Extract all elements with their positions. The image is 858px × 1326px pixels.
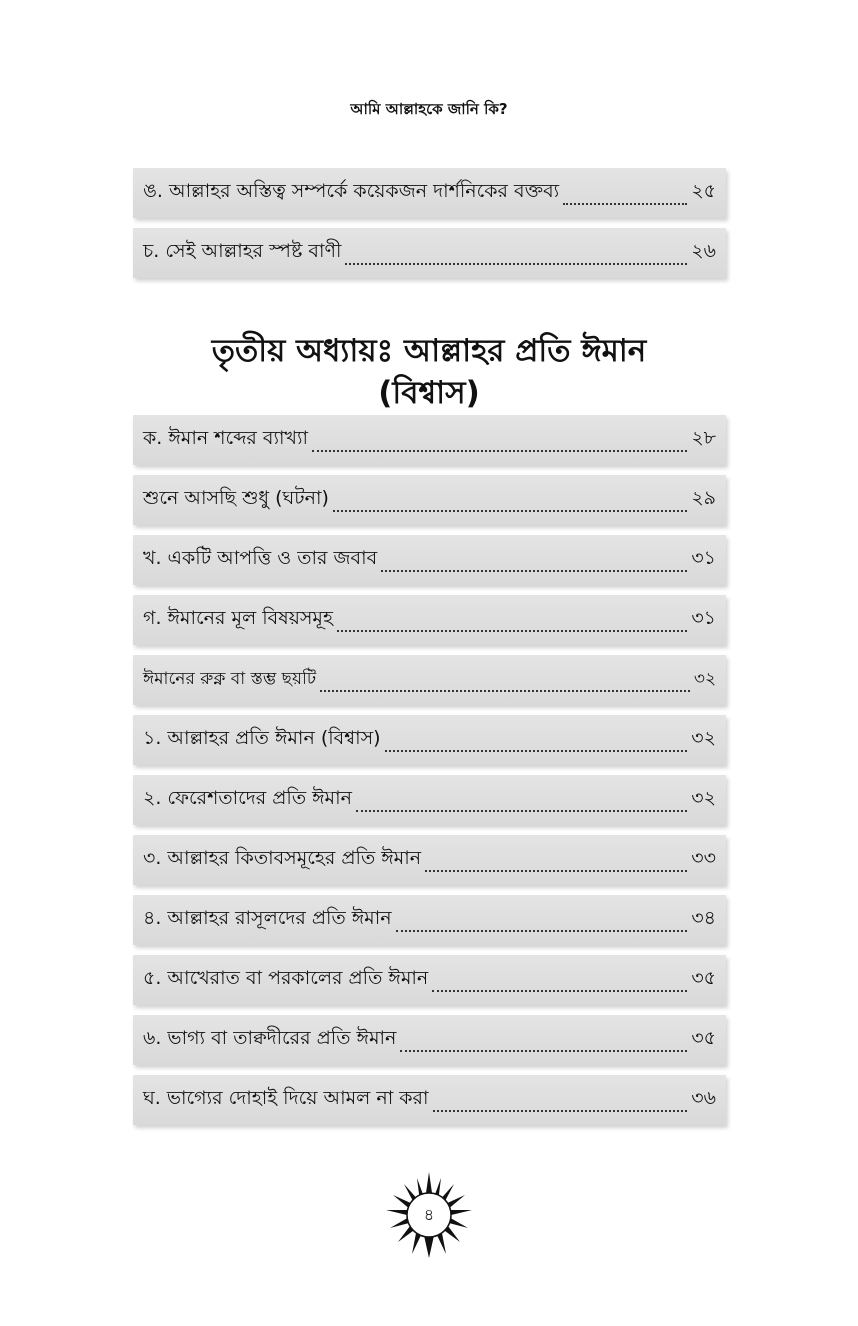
dot-leader — [333, 496, 687, 512]
dot-leader — [400, 1036, 687, 1052]
toc-entry-page: ৩১ — [691, 547, 716, 569]
toc-row[interactable] — [133, 895, 726, 945]
toc-entry-label: খ. একটি আপত্তি ও তার জবাব — [143, 547, 378, 569]
dot-leader — [433, 1096, 688, 1112]
toc-entry-label: ঘ. ভাগ্যের দোহাই দিয়ে আমল না করা — [143, 1087, 429, 1109]
dot-leader — [312, 436, 687, 452]
toc-entry-page: ৩২ — [691, 727, 716, 749]
toc-entry-label: ৫. আখেরাত বা পরকালের প্রতি ঈমান — [143, 967, 429, 989]
toc-entry-label: চ. সেই আল্লাহর স্পষ্ট বাণী — [143, 240, 342, 262]
dot-leader — [356, 796, 687, 812]
toc-row[interactable] — [133, 1015, 726, 1065]
toc-entry-label: ৪. আল্লাহর রাসূলদের প্রতি ঈমান — [143, 907, 392, 929]
page-number-badge — [384, 1170, 474, 1260]
toc-top-list — [133, 168, 726, 288]
dot-leader — [385, 736, 688, 752]
toc-row[interactable] — [133, 228, 726, 278]
toc-row[interactable] — [133, 955, 726, 1005]
dot-leader — [432, 976, 687, 992]
toc-entry-page: ৩১ — [691, 607, 716, 629]
toc-entry-page: ৩৩ — [691, 847, 716, 869]
toc-entry-label: শুনে আসছি শুধু (ঘটনা) — [143, 487, 329, 509]
toc-entry-page: ২৫ — [691, 180, 716, 202]
toc-entry-label: ৬. ভাগ্য বা তাক্বদীরের প্রতি ঈমান — [143, 1027, 397, 1049]
dot-leader — [425, 856, 687, 872]
toc-row[interactable] — [133, 835, 726, 885]
toc-main-list — [133, 415, 726, 1135]
toc-entry-label: ঙ. আল্লাহর অস্তিত্ব সম্পর্কে কয়েকজন দার্শনিকের বক্তব্য — [143, 180, 560, 202]
page-number: ৪ — [423, 1205, 435, 1224]
toc-entry-page: ৩২ — [693, 669, 716, 689]
toc-entry-page: ৩৫ — [691, 967, 716, 989]
dot-leader — [337, 616, 687, 632]
dot-leader — [381, 556, 687, 572]
toc-entry-label: ক. ঈমান শব্দের ব্যাখ্যা — [143, 427, 309, 449]
toc-entry-page: ৩৫ — [691, 1027, 716, 1049]
toc-row[interactable] — [133, 475, 726, 525]
toc-entry-label: গ. ঈমানের মূল বিষয়সমূহ — [143, 607, 333, 629]
toc-entry-label: ২. ফেরেশতাদের প্রতি ঈমান — [143, 787, 352, 809]
toc-row[interactable] — [133, 168, 726, 218]
dot-leader — [396, 916, 688, 932]
toc-row[interactable] — [133, 415, 726, 465]
dot-leader — [563, 189, 687, 205]
toc-entry-page: ২৯ — [691, 487, 716, 509]
toc-entry-page: ৩৬ — [691, 1087, 716, 1109]
toc-row[interactable] — [133, 715, 726, 765]
toc-entry-page: ৩৪ — [691, 907, 716, 929]
toc-entry-page: ২৮ — [691, 427, 716, 449]
toc-entry-page: ২৬ — [691, 240, 716, 262]
chapter-title — [0, 330, 858, 414]
toc-row[interactable] — [133, 775, 726, 825]
toc-row[interactable] — [133, 595, 726, 645]
toc-entry-label: ১. আল্লাহর প্রতি ঈমান (বিশ্বাস) — [143, 727, 381, 749]
toc-entry-page: ৩২ — [691, 787, 716, 809]
chapter-title-line1: তৃতীয় অধ্যায়ঃ আল্লাহর প্রতি ঈমান — [211, 333, 647, 369]
toc-row[interactable] — [133, 1075, 726, 1125]
toc-entry-label: ৩. আল্লাহর কিতাবসমূহের প্রতি ঈমান — [143, 847, 422, 869]
dot-leader — [320, 676, 690, 692]
dot-leader — [345, 249, 687, 265]
chapter-title-line2: (বিশ্বাস) — [378, 375, 480, 411]
running-header: আমি আল্লাহকে জানি কি? — [350, 100, 508, 118]
toc-row[interactable] — [133, 655, 726, 705]
toc-row[interactable] — [133, 535, 726, 585]
toc-entry-label: ঈমানের রুক্ন বা স্তম্ভ ছয়টি — [143, 669, 317, 689]
